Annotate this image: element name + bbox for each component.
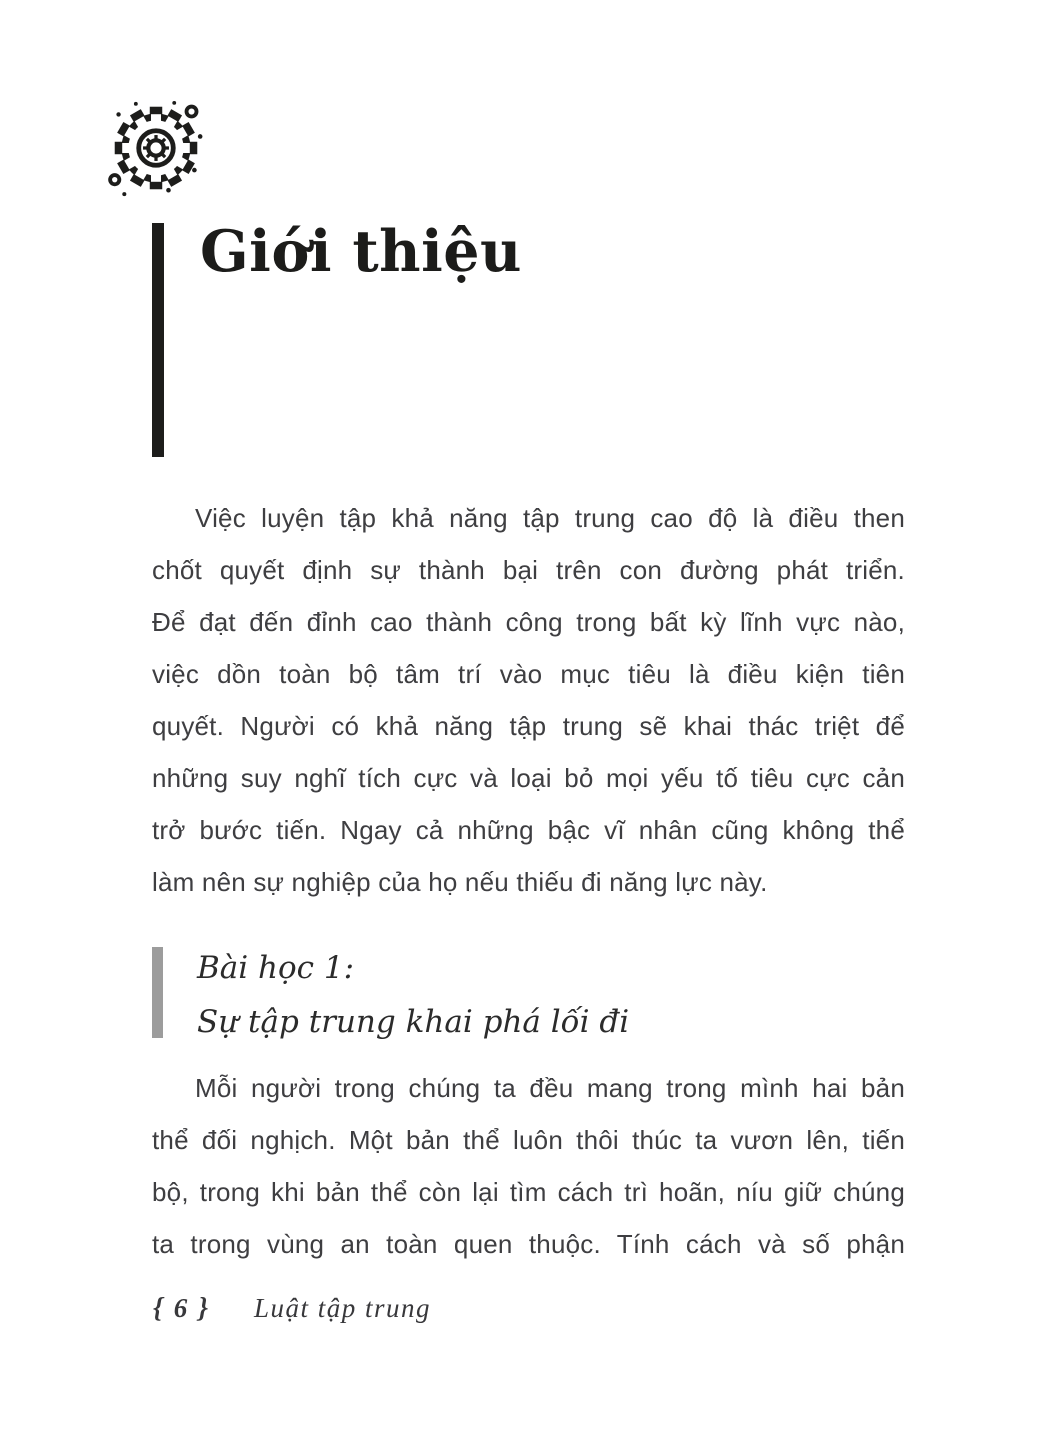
title-rule-bar bbox=[152, 223, 164, 457]
body-line: Mỗi người trong chúng ta đều mang trong mình hai bản bbox=[195, 1073, 905, 1103]
brace-close: } bbox=[198, 1293, 208, 1324]
body-line: những suy nghĩ tích cực và loại bỏ mọi yếu tố tiêu cực cản bbox=[152, 763, 905, 793]
body-line: quyết. Người có khả năng tập trung sẽ khai thác triệt để bbox=[152, 711, 905, 741]
body-line: trở bước tiến. Ngay cả những bậc vĩ nhân cũng không thể bbox=[152, 815, 905, 845]
book-title: Luật tập trung bbox=[254, 1293, 432, 1323]
body-line: Để đạt đến đỉnh cao thành công trong bất kỳ lĩnh vực nào, bbox=[152, 607, 905, 637]
page-title: Giới thiệu bbox=[200, 218, 522, 285]
brace-open: { bbox=[153, 1293, 163, 1324]
body-line: ta trong vùng an toàn quen thuộc. Tính cách và số phận bbox=[152, 1229, 905, 1259]
body-line: chốt quyết định sự thành bại trên con đường phát triển. bbox=[152, 555, 905, 585]
page-number: 6 bbox=[173, 1293, 188, 1323]
lesson-heading bbox=[197, 941, 629, 1049]
body-line: thể đối nghịch. Một bản thể luôn thôi thúc ta vươn lên, tiến bbox=[152, 1125, 905, 1155]
paragraph-lesson bbox=[152, 1062, 905, 1270]
gear-icon bbox=[108, 98, 204, 198]
lesson-subtitle: Sự tập trung khai phá lối đi bbox=[197, 1004, 630, 1040]
page-number-group bbox=[153, 1293, 208, 1325]
lesson-label: Bài học 1: bbox=[197, 950, 355, 986]
body-line: làm nên sự nghiệp của họ nếu thiếu đi năng lực này. bbox=[152, 867, 768, 897]
body-line: bộ, trong khi bản thể còn lại tìm cách trì hoãn, níu giữ chúng bbox=[152, 1177, 905, 1207]
body-line: việc dồn toàn bộ tâm trí vào mục tiêu là điều kiện tiên bbox=[152, 659, 905, 689]
body-line: Việc luyện tập khả năng tập trung cao độ là điều then bbox=[195, 503, 905, 533]
page-footer bbox=[153, 1293, 431, 1325]
paragraph-intro bbox=[152, 492, 905, 908]
lesson-rule-bar bbox=[152, 947, 163, 1038]
